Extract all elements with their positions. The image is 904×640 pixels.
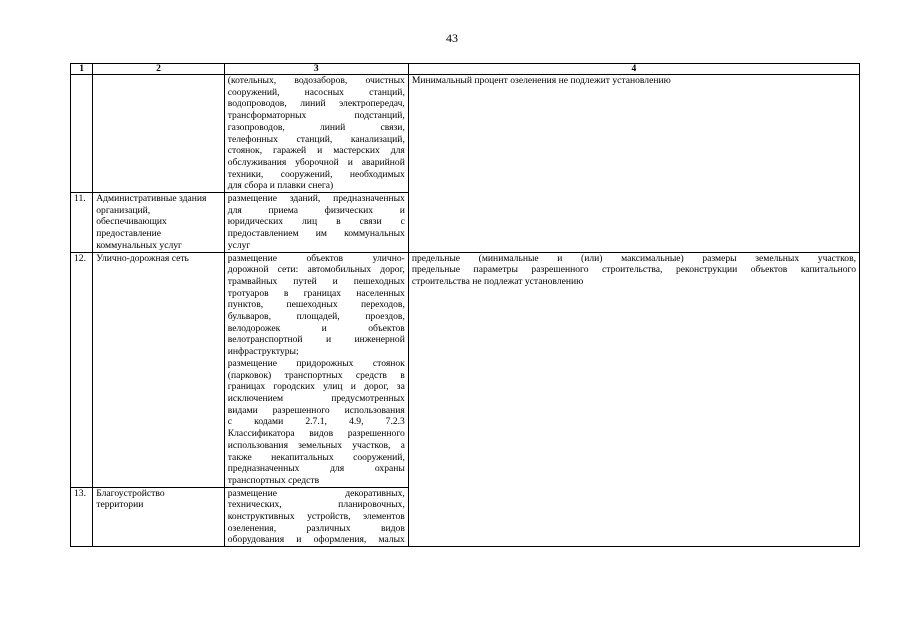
header-col-3: 3 (224, 64, 408, 75)
header-row (71, 64, 860, 75)
text-line: территории (96, 499, 144, 511)
text-line: предельные (минимальные и (или) максимальные) размеры земельных участков, (411, 252, 856, 264)
cell-name (93, 75, 225, 193)
cell-name (93, 193, 225, 253)
text-line: видами разрешенного использования (227, 404, 405, 416)
text-line: пунктов, пешеходных переходов, (227, 299, 405, 311)
text-line: тротуаров в границах населенных (227, 287, 405, 299)
text-line: услуг (227, 239, 251, 251)
text-line: обеспечивающих (96, 216, 167, 228)
text-line: велотранспортной и инженерной (227, 334, 405, 346)
text-line: водопроводов, линий электропередач, (227, 98, 405, 110)
header-col-4: 4 (408, 64, 859, 75)
text-line: предоставление (96, 228, 162, 240)
text-line: инфраструктуры; (227, 346, 299, 358)
text-line: дорожной сети: автомобильных дорог, (227, 264, 405, 276)
text-line: размещение объектов улично- (227, 252, 405, 264)
text-line: техники, сооружений, необходимых (227, 168, 405, 180)
text-line: транспортных средств (227, 474, 320, 486)
text-line: для сбора и плавки снега) (227, 180, 334, 192)
cell-params (408, 75, 859, 253)
cell-params (408, 252, 859, 547)
cell-desc (224, 75, 408, 193)
regulations-table (70, 63, 860, 547)
text-line: использования земельных участков, а (227, 439, 405, 451)
text-line: технических, планировочных, (227, 499, 405, 511)
cell-num: 12. (71, 252, 93, 487)
text-line: бульваров, площадей, проездов, (227, 311, 405, 323)
cell-num: 11. (71, 193, 93, 253)
text-line: предоставлением им коммунальных (227, 228, 405, 240)
cell-num: 13. (71, 487, 93, 547)
cell-name (93, 487, 225, 547)
header-col-1: 1 (71, 64, 93, 75)
text-line: озеленения, различных видов (227, 522, 405, 534)
cell-desc (224, 487, 408, 547)
page-number: 43 (446, 31, 458, 45)
text-line: исключением предусмотренных (227, 392, 405, 404)
text-line: с кодами 2.7.1, 4.9, 7.2.3 (227, 416, 405, 428)
text-line: велодорожек и объектов (227, 322, 405, 334)
text-line: трамвайных путей и пешеходных (227, 275, 405, 287)
text-line: конструктивных устройств, элементов (227, 511, 405, 523)
text-line: размещение зданий, предназначенных (227, 193, 405, 205)
text-line: Административные здания (96, 193, 207, 205)
text-line: Минимальный процент озеленения не подлежит установлению (411, 75, 671, 86)
text-line: (котельных, водозаборов, очистных (227, 75, 405, 86)
text-line: Улично-дорожная сеть (96, 252, 189, 264)
text-line: строительства не подлежат установлению (411, 275, 584, 287)
text-line: коммунальных услуг (96, 239, 182, 251)
text-line: стоянок, гаражей и мастерских для (227, 145, 405, 157)
text-line: размещение придорожных стоянок (227, 357, 405, 369)
text-line: Классификатора видов разрешенного (227, 428, 405, 440)
text-line: оборудования и оформления, малых (227, 534, 405, 546)
text-line: газопроводов, линий связи, (227, 121, 405, 133)
cell-name (93, 252, 225, 487)
text-line: границах городских улиц и дорог, за (227, 381, 405, 393)
text-line: также некапитальных сооружений, (227, 451, 405, 463)
header-col-2: 2 (93, 64, 225, 75)
text-line: предельные параметры разрешенного строительства, реконструкции объектов капитального (411, 264, 856, 276)
cell-num (71, 75, 93, 193)
text-line: телефонных станций, канализаций, (227, 133, 405, 145)
cell-desc (224, 252, 408, 487)
text-line: предназначенных для охраны (227, 463, 405, 475)
text-line: для приема физических и (227, 204, 405, 216)
cell-desc (224, 193, 408, 253)
text-line: юридических лиц в связи с (227, 216, 405, 228)
table-row (71, 252, 860, 487)
text-line: размещение декоративных, (227, 487, 405, 499)
text-line: трансформаторных подстанций, (227, 110, 405, 122)
table-row-continuation (71, 75, 860, 193)
text-line: Благоустройство (96, 487, 165, 499)
text-line: (парковок) транспортных средств в (227, 369, 405, 381)
text-line: организаций, (96, 204, 151, 216)
text-line: сооружений, насосных станций, (227, 86, 405, 98)
text-line: обслуживания уборочной и аварийной (227, 156, 405, 168)
